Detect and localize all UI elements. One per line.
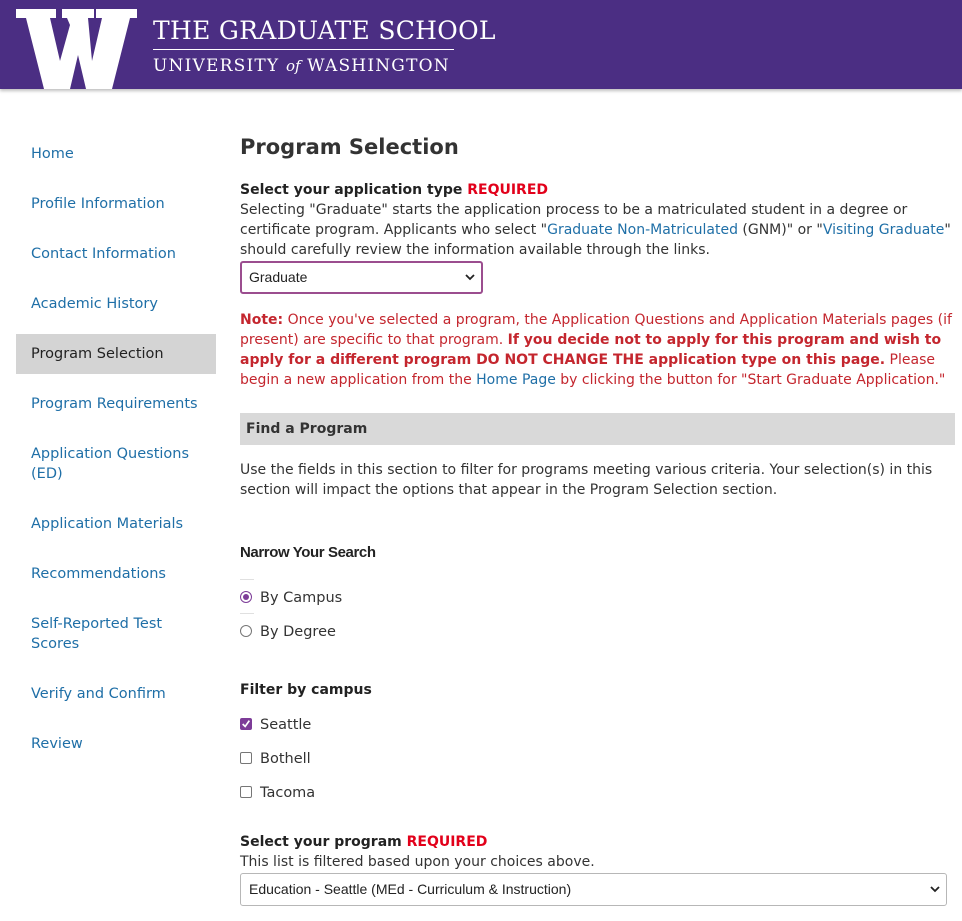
uw-w-logo[interactable] — [16, 9, 137, 89]
site-header — [0, 0, 962, 89]
checkbox[interactable] — [240, 786, 252, 798]
divider — [240, 579, 254, 580]
checkbox[interactable] — [240, 752, 252, 764]
sidebar-item-program-selection[interactable]: Program Selection — [16, 334, 216, 374]
required-badge: REQUIRED — [467, 182, 549, 198]
sidebar-item-review[interactable]: Review — [31, 736, 83, 752]
program-select-hint: This list is filtered based upon your choices above. — [240, 854, 595, 870]
sidebar-item-home[interactable]: Home — [31, 146, 74, 162]
application-type-description: Selecting "Graduate" starts the application process to be a matriculated student in a degree or certificate program. Applicants who select "Graduate Non-Matriculated (GNM)" or "Visiting Graduate" should carefully review the information available through the links. — [240, 202, 951, 258]
required-badge: REQUIRED — [406, 834, 488, 850]
program-select[interactable]: Education - Seattle (MEd - Curriculum & Instruction) — [240, 873, 947, 906]
sidebar-item-profile-information[interactable]: Profile Information — [31, 196, 165, 212]
narrow-search-heading: Narrow Your Search — [240, 544, 376, 561]
sidebar-item-contact-information[interactable]: Contact Information — [31, 246, 176, 262]
find-program-description: Use the fields in this section to filter for programs meeting various criteria. Your selection(s) in this section will impact the options that appear in the Program Selection section. — [240, 462, 933, 498]
sidebar-item-program-requirements[interactable]: Program Requirements — [31, 396, 198, 412]
application-type-select[interactable]: Graduate — [240, 261, 483, 294]
sidebar-item-application-questions[interactable]: Application Questions (ED) — [31, 446, 190, 482]
home-page-link[interactable]: Home Page — [476, 372, 556, 388]
chevron-down-icon — [930, 884, 940, 894]
radio-button[interactable] — [240, 625, 252, 637]
sidebar-item-verify-and-confirm[interactable]: Verify and Confirm — [31, 686, 166, 702]
program-change-note: Note: Once you've selected a program, the Application Questions and Application Materials pages (if present) are specific to that program. If you decide not to apply for this program and wish to apply for a different program DO NOT CHANGE THE application type on this page. Please begin a new application from the Home Page by clicking the button for "Start Graduate Application." — [240, 312, 952, 388]
page-title: Program Selection — [240, 135, 459, 159]
gnm-link[interactable]: Graduate Non-Matriculated — [547, 222, 738, 238]
divider — [240, 613, 254, 614]
school-name: THE GRADUATE SCHOOL — [153, 16, 496, 45]
radio-button[interactable] — [240, 591, 252, 603]
sidebar-nav — [16, 134, 216, 774]
filter-campus-heading: Filter by campus — [240, 682, 372, 698]
checkbox[interactable] — [240, 718, 252, 730]
chevron-down-icon — [465, 272, 475, 282]
university-name: UNIVERSITY of WASHINGTON — [153, 56, 450, 76]
program-select-label: Select your program REQUIRED — [240, 834, 488, 850]
visiting-graduate-link[interactable]: Visiting Graduate — [822, 222, 945, 238]
checkmark-icon — [241, 719, 251, 729]
sidebar-item-application-materials[interactable]: Application Materials — [31, 516, 184, 532]
find-program-section-header: Find a Program — [240, 413, 955, 445]
brand-wordmark[interactable] — [153, 14, 496, 79]
brand-divider — [153, 49, 454, 50]
application-type-label: Select your application type REQUIRED — [240, 182, 549, 198]
sidebar-item-self-reported-test-scores[interactable]: Self-Reported Test Scores — [31, 616, 163, 652]
sidebar-item-academic-history[interactable]: Academic History — [31, 296, 158, 312]
sidebar-item-recommendations[interactable]: Recommendations — [31, 566, 166, 582]
